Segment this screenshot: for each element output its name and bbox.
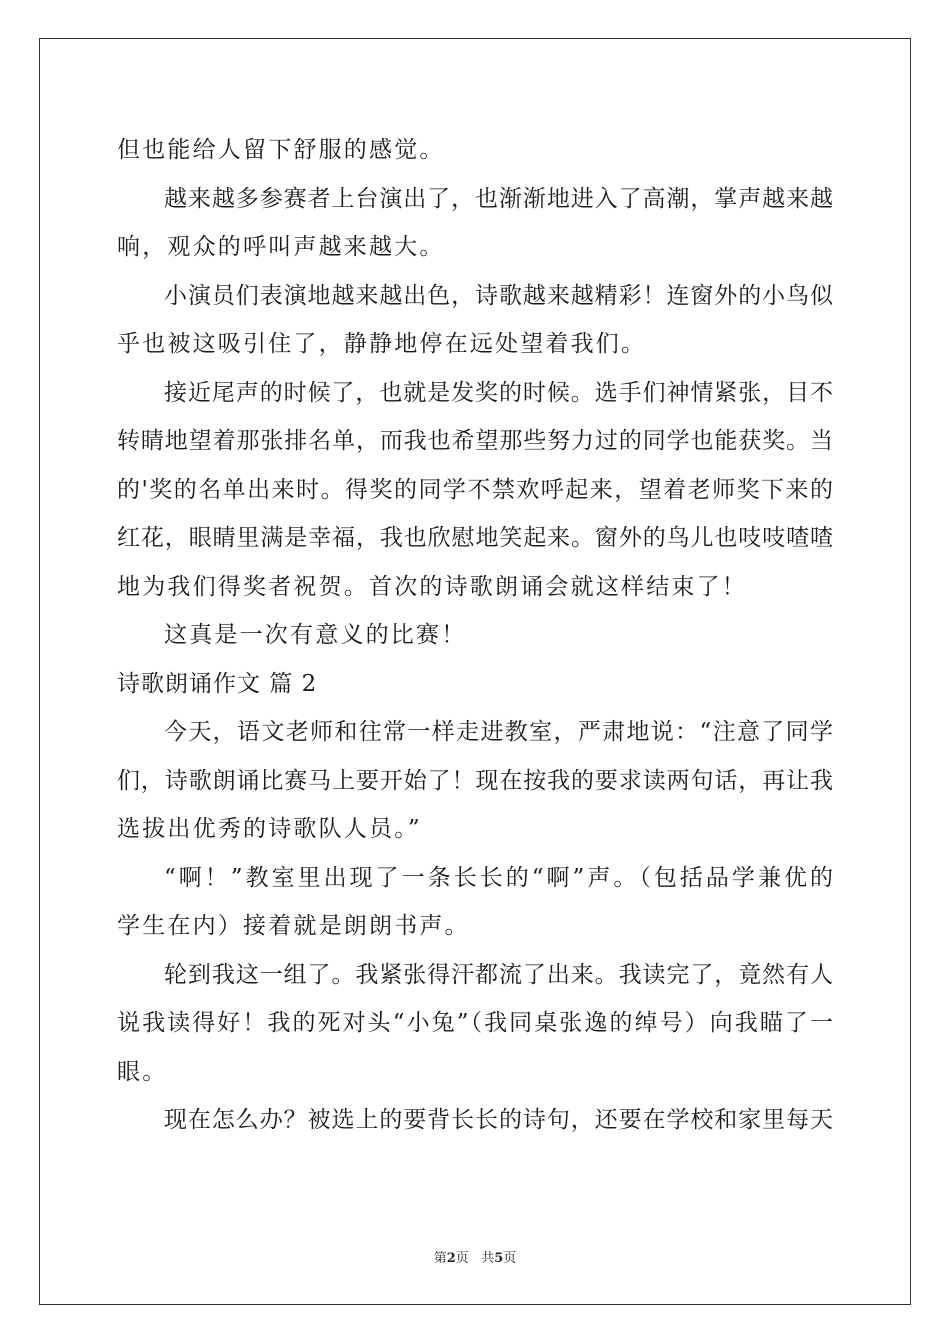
text-line: 学生在内）接着就是朗朗书声。 <box>117 913 470 939</box>
footer-prefix: 第 <box>433 1251 447 1266</box>
text-line: 眼。 <box>117 1058 168 1085</box>
text-line: 乎也被这吸引住了，静静地停在远处望着我们。 <box>117 331 647 357</box>
text-line: 们，诗歌朗诵比赛马上要开始了！现在按我的要求读两句话，再让我 <box>117 767 833 794</box>
text-line: 红花，眼睛里满是幸福，我也欣慰地笑起来。窗外的鸟儿也吱吱喳喳 <box>117 525 833 551</box>
text-line: 这真是一次有意义的比赛！ <box>164 622 467 648</box>
total-pages-number: 5 <box>494 1251 504 1266</box>
text-line: 说我读得好！我的死对头“小兔”（我同桌张逸的绰号）向我瞄了一 <box>117 1010 833 1036</box>
text-line: “啊！”教室里出现了一条长长的“啊”声。（包括品学兼优的 <box>164 864 833 891</box>
text-line: 接近尾声的时候了，也就是发奖的时候。选手们神情紧张，目不 <box>164 379 833 406</box>
section-title: 诗歌朗诵作文 篇 2 <box>117 670 318 697</box>
footer-total-prefix: 共 <box>481 1251 495 1266</box>
page-footer <box>0 1247 950 1266</box>
current-page-number: 2 <box>446 1251 456 1266</box>
text-line: 越来越多参赛者上台演出了，也渐渐地进入了高潮，掌声越来越 <box>164 185 833 212</box>
text-line: 今天，语文老师和往常一样走进教室，严肃地说：“注意了同学 <box>164 719 833 745</box>
text-line: 响，观众的呼叫声越来越大。 <box>117 234 445 260</box>
footer-page-suffix: 页 <box>455 1251 469 1266</box>
text-line: 地为我们得奖者祝贺。首次的诗歌朗诵会就这样结束了！ <box>117 573 747 600</box>
text-line: 的'奖的名单出来时。得奖的同学不禁欢呼起来，望着老师奖下来的 <box>117 476 833 503</box>
text-line: 现在怎么办？被选上的要背长长的诗句，还要在学校和家里每天 <box>164 1107 833 1133</box>
text-line: 但也能给人留下舒服的感觉。 <box>117 137 445 163</box>
text-line: 小演员们表演地越来越出色，诗歌越来越精彩！连窗外的小鸟似 <box>164 282 833 309</box>
text-line: 转睛地望着那张排名单，而我也希望那些努力过的同学也能获奖。当 <box>117 428 833 454</box>
footer-total-suffix: 页 <box>503 1251 517 1266</box>
text-line: 选拔出优秀的诗歌队人员。” <box>117 816 422 842</box>
text-line: 轮到我这一组了。我紧张得汗都流了出来。我读完了，竟然有人 <box>164 961 833 988</box>
document-body <box>117 126 833 1145</box>
